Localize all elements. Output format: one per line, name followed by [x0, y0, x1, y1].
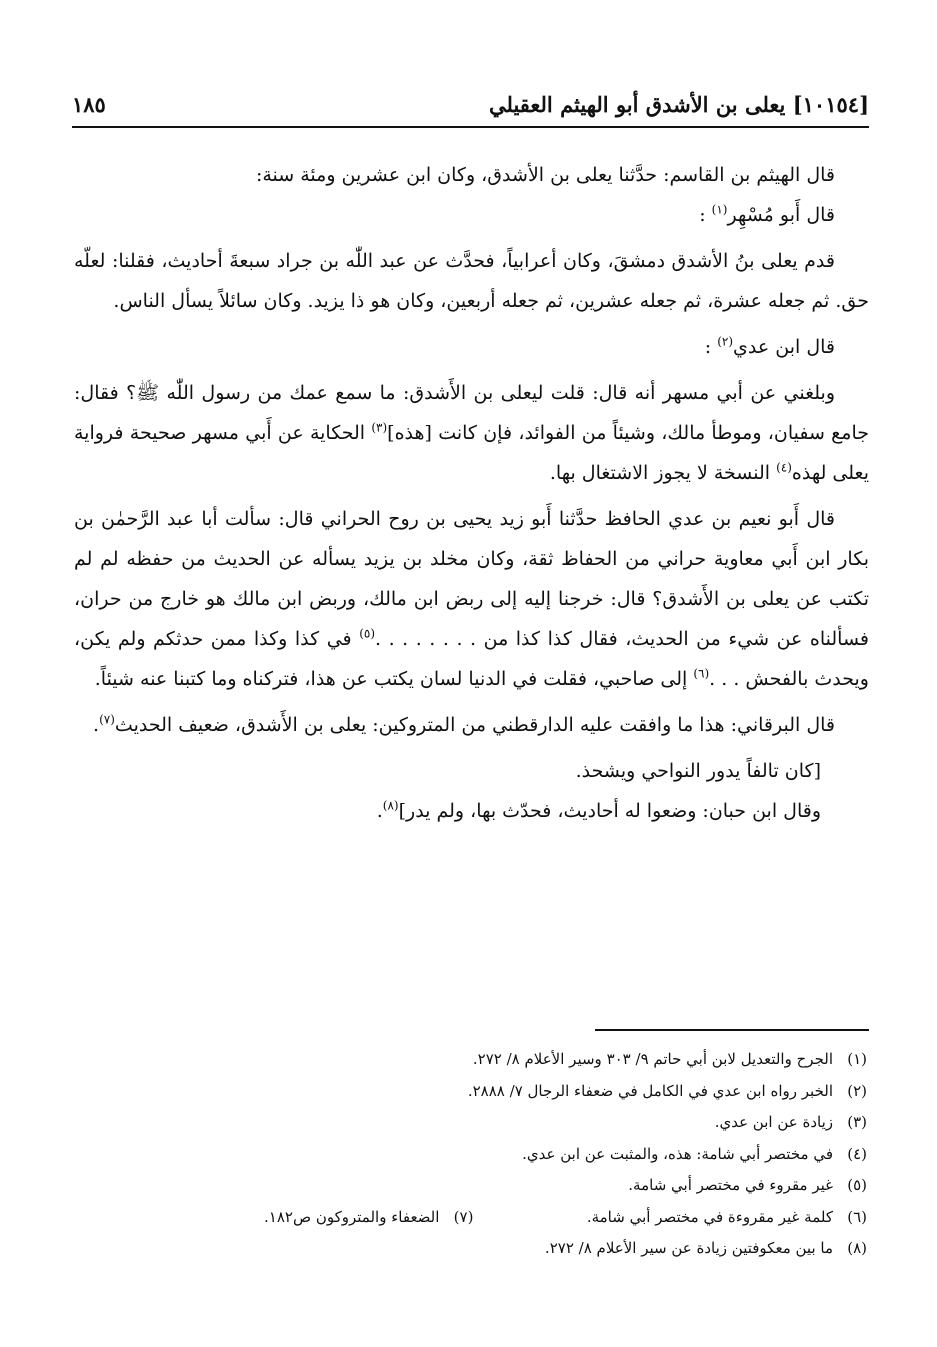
- footnote-number: (٥): [847, 1176, 867, 1194]
- footnote-ref-7[interactable]: (٧): [99, 712, 115, 727]
- footnote-1: [70, 1044, 867, 1076]
- footnote-6: [70, 1202, 867, 1234]
- footnote-8: [70, 1233, 867, 1265]
- paragraph-7-text: قال البرقاني: هذا ما وافقت عليه الدارقطني من المتروكين: يعلى بن الأَشدق، ضعيف الحديث: [114, 714, 835, 736]
- footnote-text: غير مقروء في مختصر أبي شامة.: [628, 1176, 833, 1194]
- footnote-text: في مختصر أبي شامة: هذه، والمثبت عن ابن عدي.: [522, 1144, 833, 1163]
- footnote-number: (١): [847, 1050, 867, 1068]
- page-header: [72, 90, 869, 128]
- footnote-number: (٦): [847, 1207, 867, 1226]
- paragraph-4: [74, 327, 869, 367]
- footnote-text: الضعفاء والمتروكون ص١٨٢.: [264, 1207, 440, 1226]
- footnote-text: كلمة غير مقروءة في مختصر أبي شامة.: [586, 1207, 833, 1226]
- footnote-ref-6[interactable]: (٦): [693, 666, 710, 681]
- paragraph-6-part-b: في كذا وكذا ممن حدثكم ولم يكن، ويحدث بالفحش . . .: [74, 628, 869, 690]
- footnote-ref-3[interactable]: (٣): [371, 420, 388, 435]
- paragraph-3: قدم يعلى بنُ الأشدق دمشقَ، وكان أعرابياً، فحدَّث عن عبد اللّٰه بن جراد سبعةَ أحاديث، فقلنا: لعلّه حق. ثم جعله عشرة، ثم جعله عشرين، ثم جعله أربعين، وكان هو ذا يزيد. وكان سائلاً يسأل الناس.: [74, 250, 869, 312]
- footnote-separator: [595, 1029, 869, 1031]
- footnote-ref-4[interactable]: (٤): [776, 460, 792, 475]
- footnote-ref-2[interactable]: (٢): [717, 334, 734, 349]
- footnote-ref-5[interactable]: (٥): [359, 626, 376, 641]
- colon: :: [699, 204, 706, 226]
- main-text: [74, 155, 869, 837]
- footnote-7: [264, 1202, 473, 1234]
- paragraph-5-part-b: الحكاية عن أَبي مسهر صحيحة فرواية يعلى لهذه: [74, 422, 869, 484]
- paragraph-6-part-c: إلى صاحبي، فقلت في الدنيا لسان يكتب عن هذا، فتركناه وما كتبنا عنه شيئاً.: [94, 668, 694, 690]
- paragraph-2-text: قال أَبو مُسْهِر: [727, 204, 835, 226]
- period: .: [376, 800, 383, 822]
- page-number: ١٨٥: [72, 92, 106, 117]
- footnote-ref-1[interactable]: (١): [711, 202, 728, 217]
- paragraph-6-part-a: قال أَبو نعيم بن عدي الحافظ حدَّثنا أَبو زيد يحيى بن روح الحراني قال: سألت أبا عبد الرَّحمٰن بن بكار ابن أَبي معاوية حراني من الحفاظ ثقة، وكان مخلد بن يزيد يسأله عن الحديث من حفظه لم لم تكتب عن يعلى بن الأَشدق؟ قال: خرجنا إليه إلى ربض ابن مالك، وربض ابن مالك هو خارج من حران، فسألناه عن شيء من الحديث، فقال كذا كذا من . . . . . . . .: [74, 508, 869, 650]
- footnote-number: (٧): [453, 1207, 474, 1226]
- footnote-2: [70, 1076, 867, 1108]
- paragraph-5: [74, 373, 869, 493]
- footnote-text: ما بين معكوفتين زيادة عن سير الأعلام ٨/ ٢٧٢.: [544, 1239, 833, 1257]
- footnote-number: (٢): [847, 1081, 867, 1100]
- footnote-number: (٣): [847, 1113, 867, 1131]
- paragraph-5-part-a: وبلغني عن أبي مسهر أنه قال: قلت ليعلى بن الأَشدق: ما سمع عمك من رسول اللّٰه ﷺ؟ فقال: جامع سفيان، وموطأ مالك، وشيئاً من الفوائد، فإن كانت [هذه]: [74, 382, 869, 444]
- period: .: [93, 714, 100, 736]
- footnote-text: الخبر رواه ابن عدي في الكامل في ضعفاء الرجال ٧/ ٢٨٨٨.: [467, 1081, 833, 1100]
- paragraph-4-text: قال ابن عدي: [733, 336, 835, 358]
- footnote-ref-8[interactable]: (٨): [382, 798, 399, 813]
- paragraph-8: [كان تالفاً يدور النواحي ويشحذ.: [575, 760, 821, 782]
- footnote-4: [70, 1139, 867, 1171]
- paragraph-1: قال الهيثم بن القاسم: حدَّثنا يعلى بن الأشدق، وكان ابن عشرين ومئة سنة:: [255, 164, 835, 186]
- footnotes: [70, 1044, 867, 1265]
- paragraph-5-part-c: النسخة لا يجوز الاشتغال بها.: [549, 462, 777, 484]
- paragraph-6: [74, 499, 869, 699]
- paragraph-2: [74, 195, 869, 235]
- paragraph-9-text: وقال ابن حبان: وضعوا له أحاديث، فحدّث بها، ولم يدر]: [398, 800, 821, 822]
- footnote-number: (٤): [847, 1144, 867, 1163]
- footnote-number: (٨): [847, 1239, 867, 1257]
- paragraph-7: [74, 705, 869, 745]
- footnote-5: [70, 1170, 867, 1202]
- footnote-text: الجرح والتعديل لابن أبي حاتم ٩/ ٣٠٣ وسير الأعلام ٨/ ٢٧٢.: [472, 1050, 833, 1068]
- paragraph-9: [74, 791, 869, 831]
- colon: :: [704, 336, 712, 358]
- footnote-text: زيادة عن ابن عدي.: [714, 1113, 833, 1131]
- footnote-3: [70, 1107, 867, 1139]
- running-title: [١٠١٥٤] يعلى بن الأشدق أبو الهيثم العقيلي: [488, 92, 869, 117]
